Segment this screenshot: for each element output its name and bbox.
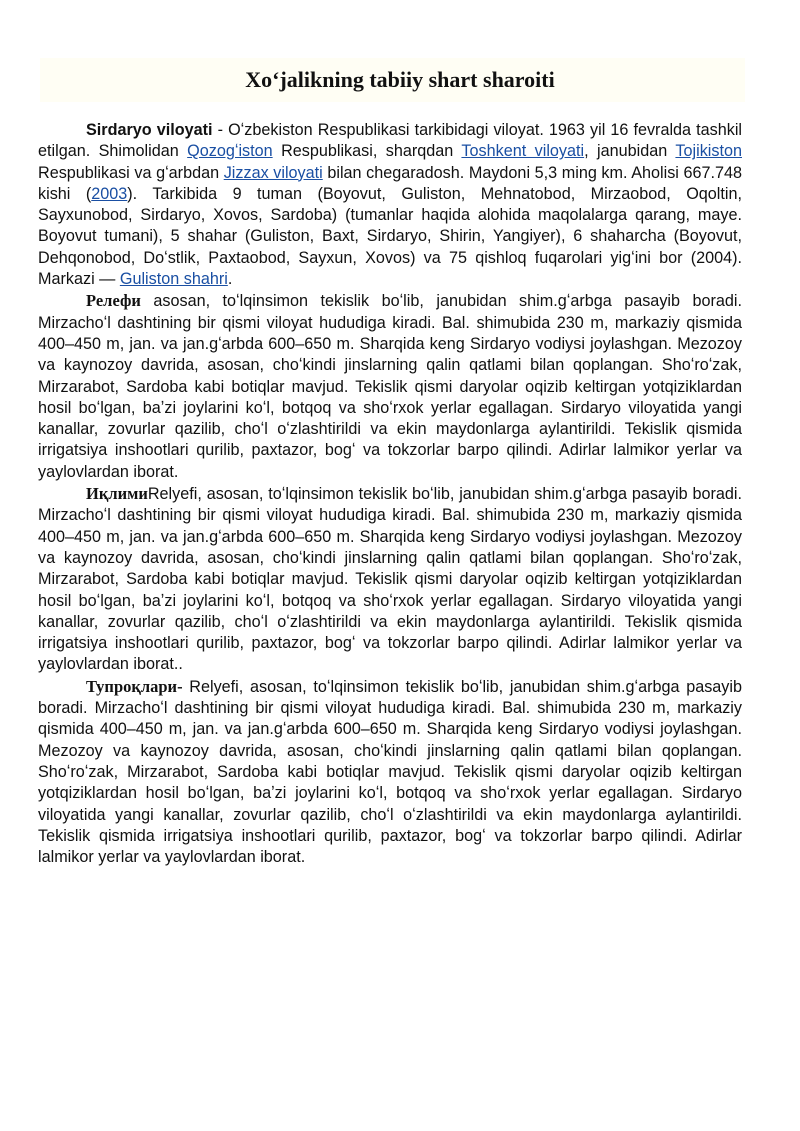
link-qozogiston[interactable]: Qozogʻiston <box>187 142 273 161</box>
paragraph-sirdaryo-intro <box>38 120 742 290</box>
document-body <box>38 120 742 868</box>
paragraph-text: Relyefi, asosan, toʻlqinsimon tekislik boʻlib, janubidan shim.gʻarbga pasayib boradi. Mirzachoʻl dashtining bir qismi viloyat hududiga kiradi. Bal. shimubida 230 m, markaziy qismida 400–450 m, jan. va jan.gʻarbda 600–650 m. Sharqida keng Sirdaryo vodiysi joylashgan. Mezozoy va kaynozoy davrida, asosan, choʻkindi jinslarning qalin qatlami bilan qoplangan. Shoʻroʻzak, Mirzarabot, Sardoba kabi botiqlar mavjud. Tekislik qismi daryolar oqizib keltirgan yotqiziklardan hosil boʻlgan, baʼzi joylarini koʻl, botqoq va shoʻrxok yerlar egallagan. Sirdaryo viloyatida yangi kanallar, zovurlar qazilib, choʻl oʻzlashtirildi va ekin maydonlarga aylantirildi. Tekislik qismida irrigatsiya inshootlari qurilib, paxtazor, bogʻ va tokzorlar barpo qilindi. Adirlar lalmikor yerlar va yaylovlardan iborat. <box>38 677 742 867</box>
paragraph-lead-climate: Иқлими <box>86 484 148 504</box>
paragraph-text: asosan, toʻlqinsimon tekislik boʻlib, janubidan shim.gʻarbga pasayib boradi. Mirzachoʻl dashtining bir qismi viloyat hududiga kiradi. Bal. shimubida 230 m, markaziy qismida 400–450 m, jan. va jan.gʻarbda 600–650 m. Sharqida keng Sirdaryo vodiysi joylashgan. Mezozoy va kaynozoy davrida, asosan, choʻkindi jinslarning qalin qatlami bilan qoplangan. Shoʻroʻzak, Mirzarabot, Sardoba kabi botiqlar mavjud. Tekislik qismi daryolar oqizib keltirgan yotqiziklardan hosil boʻlgan, baʼzi joylarini koʻl, botqoq va shoʻrxok yerlar egallagan. Sirdaryo viloyatida yangi kanallar, zovurlar qazilib, choʻl oʻzlashtirildi va ekin maydonlarga aylantirildi. Tekislik qismida irrigatsiya inshootlari qurilib, paxtazor, bogʻ va tokzorlar barpo qilindi. Adirlar lalmikor yerlar va yaylovlardan iborat. <box>38 292 742 481</box>
paragraph-text: - Oʻzbekiston Respublikasi tarkibidagi viloyat. 1963 yil 16 fevralda tashkil etilgan. Shimolidan <box>38 121 743 161</box>
paragraph-lead-soils: Тупроқлари- <box>86 676 183 696</box>
paragraph-lead-sirdaryo: Sirdaryo viloyati <box>86 121 213 139</box>
paragraph-soils <box>38 676 742 869</box>
paragraph-relief <box>38 290 742 483</box>
page-title: Xoʻjalikning tabiiy shart sharoiti <box>245 67 555 92</box>
paragraph-text: bilan chegaradosh. Maydoni 5,3 ming km. Aholisi 667.748 kishi ( <box>38 163 743 203</box>
paragraph-text: Relyefi, asosan, toʻlqinsimon tekislik boʻlib, janubidan shim.gʻarbga pasayib boradi. Mirzachoʻl dashtining bir qismi viloyat hududiga kiradi. Bal. shimubida 230 m, markaziy qismida 400–450 m, jan. va jan.gʻarbda 600–650 m. Sharqida keng Sirdaryo vodiysi joylashgan. Mezozoy va kaynozoy davrida, asosan, choʻkindi jinslarning qalin qatlami bilan qoplangan. Shoʻroʻzak, Mirzarabot, Sardoba kabi botiqlar mavjud. Tekislik qismi daryolar oqizib keltirgan yotqiziklardan hosil boʻlgan, baʼzi joylarini koʻl, botqoq va shoʻrxok yerlar egallagan. Sirdaryo viloyatida yangi kanallar, zovurlar qazilib, choʻl oʻzlashtirildi va ekin maydonlarga aylantirildi. Tekislik qismida irrigatsiya inshootlari qurilib, paxtazor, bogʻ va tokzorlar barpo qilindi. Adirlar lalmikor yerlar va yaylovlardan iborat.. <box>38 485 742 674</box>
link-tojikiston[interactable]: Tojikiston <box>675 142 742 161</box>
link-jizzax-viloyati[interactable]: Jizzax viloyati <box>223 163 323 182</box>
link-year-2003[interactable]: 2003 <box>91 184 128 203</box>
link-guliston-shahri[interactable]: Guliston shahri <box>119 270 228 289</box>
paragraph-text: Respublikasi, sharqdan <box>272 142 462 161</box>
paragraph-text: Respublikasi va gʻarbdan <box>38 163 224 182</box>
paragraph-text: ). Tarkibida 9 tuman (Boyovut, Guliston, Mehnatobod, Mirzaobod, Oqoltin, Sayxunobod, Sirdaryo, Xovos, Sardoba) (tumanlar haqida alohida maqolalarga qarang, maye. Boyovut tumani), 5 shahar (Guliston, Baxt, Sirdaryo, Shirin, Yangiyer), 6 shaharcha (Boyovut, Dehqonobod, Doʻstlik, Paxtaobod, Sayxun, Xovos) va 75 qishloq fuqarolari yigʻini bor (2004). Markazi — <box>38 184 742 289</box>
paragraph-lead-relief: Релефи <box>86 291 141 311</box>
paragraph-text: . <box>227 270 233 289</box>
link-toshkent-viloyati[interactable]: Toshkent viloyati <box>461 142 585 161</box>
paragraph-text: , janubidan <box>584 142 676 161</box>
paragraph-climate <box>38 483 742 676</box>
